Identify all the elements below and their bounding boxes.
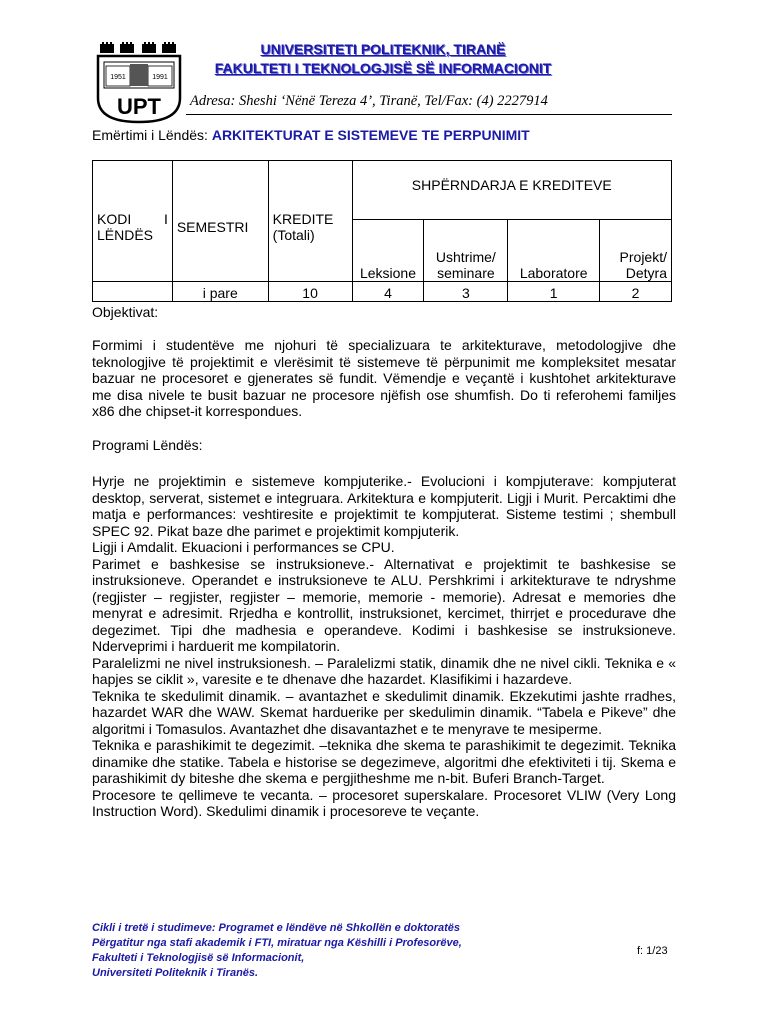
footer-line: Cikli i tretë i studimeve: Programet e lëndëve në Shkollën e doktoratës <box>92 922 461 934</box>
page-number: f: 1/23 <box>637 945 668 957</box>
programi-text <box>92 473 676 820</box>
programi-paragraph: Parimet e bashkesise se instruksioneve.- Alternativat e projektimit te bashkesise se instruksioneve. Operandet e instruksioneve te ALU. Pershkrimi i arkitekturave te ndryshme (regjister – regjister, regjister – memorie, memorie - memorie). Adresat e memories dhe menyrat e adresimit. Rrjedha e kontrollit, instruksionet, kercimet, thirrjet e procedurave dhe degezimet. Tipi dhe madhesia e operandeve. Kodimi i bashkesise se instruksioneve. Nderveprimi i harduerit me kompilatorin. <box>92 555 676 654</box>
header-titles <box>188 40 578 78</box>
header-leksione: Leksione <box>352 220 424 282</box>
ushtrime-line1: Ushtrime/ <box>435 249 496 265</box>
header-kodi <box>93 161 173 282</box>
programi-paragraph: Teknika e parashikimit te degezimit. –teknika dhe skema te parashikimit te degezimit. Teknika dinamike dhe statike. Tabela e historise se degezimeve, algoritmi dhe efektiviteti i tij. Skema e parashikimit dy biteshe dhe skema e pergjitheshme me n-bit. Buferi Branch-Target. <box>92 737 676 786</box>
semestri-label: SEMESTRI <box>176 219 249 235</box>
kredite-label: KREDITE <box>272 211 334 227</box>
cell-projekt: 2 <box>600 282 672 302</box>
header-kredite <box>268 161 352 282</box>
course-label: Emërtimi i Lëndës: <box>92 127 208 143</box>
projekt-line2: Detyra <box>625 265 667 281</box>
course-info-table <box>92 160 672 302</box>
programi-paragraph: Hyrje ne projektimin e sistemeve kompjuterike.- Evolucioni i kompjuterave: kompjuterat desktop, serverat, sistemet e integruara. Arkitektura e kompjuterit. Ligji i Murit. Percaktimi dhe matja e performances: veshtiresite e projektimit te kompjuterat. Sisteme testimi ; shembull SPEC 92. Pikat baze dhe parimet e projektimit kompjuterik. <box>92 473 676 539</box>
totali-label: (Totali) <box>272 227 315 243</box>
university-logo <box>96 40 182 124</box>
logo-year-left: 1951 <box>110 74 126 81</box>
cell-kodi <box>93 282 173 302</box>
logo-acronym: UPT <box>117 94 161 119</box>
logo-year-right: 1991 <box>152 74 168 81</box>
header-semestri <box>172 161 268 282</box>
address: Adresa: Sheshi ‘Nënë Tereza 4’, Tiranë, Tel/Fax: (4) 2227914 <box>190 93 548 109</box>
kodi-i: I <box>163 211 168 227</box>
objektivat-text: Formimi i studentëve me njohuri të specializuara te arkitekturave, metodologjive dhe teknologjive të projektimit e vlerësimit të sistemeve të përpunimit me kompleksitet mesatar bazuar ne procesoret e gjenerates së fundit. Vëmendje e veçantë i kushtohet arkitekturave me disa nivele te busit bazuar ne procesore njëfish ose shumfish. Do ti referohemi familjes x86 dhe chipset-it korrespondues. <box>92 337 676 419</box>
castle-towers-icon <box>100 42 176 53</box>
table-row <box>93 282 672 302</box>
header-ushtrime <box>424 220 508 282</box>
course-name: ARKITEKTURAT E SISTEMEVE TE PERPUNIMIT <box>211 127 530 143</box>
cell-kredite: 10 <box>268 282 352 302</box>
header-divider <box>186 114 672 115</box>
cell-ushtrime: 3 <box>424 282 508 302</box>
kodi-lendes: LËNDËS <box>97 227 154 243</box>
cell-semestri: i pare <box>172 282 268 302</box>
faculty-name: FAKULTETI I TEKNOLOGJISË SË INFORMACIONIT <box>214 60 552 76</box>
university-name: UNIVERSITETI POLITEKNIK, TIRANË <box>260 41 506 57</box>
footer-line: Fakulteti i Teknologjisë së Informacionit, <box>92 952 305 964</box>
cell-laboratore: 1 <box>508 282 600 302</box>
header-projekt <box>600 220 672 282</box>
ushtrime-line2: seminare <box>437 265 495 281</box>
objektivat-heading: Objektivat: <box>92 304 159 320</box>
programi-paragraph: Paralelizmi ne nivel instruksionesh. – Paralelizmi statik, dinamik dhe ne nivel cikli. Teknika e « hapjes se ciklit », varesite e te dhenave dhe hazardet. Klasifikimi i hazardeve. <box>92 654 676 687</box>
footer-line: Përgatitur nga stafi akademik i FTI, miratuar nga Këshilli i Profesorëve, <box>92 937 462 949</box>
course-title-line <box>92 127 530 143</box>
programi-paragraph: Procesore te qellimeve te vecanta. – procesoret superskalare. Procesoret VLIW (Very Long Instruction Word). Skedulimi dinamik i procesoreve te veçante. <box>92 786 676 819</box>
programi-heading: Programi Lëndës: <box>92 437 203 453</box>
programi-paragraph: Ligji i Amdalit. Ekuacioni i performances se CPU. <box>92 539 395 555</box>
programi-paragraph: Teknika te skedulimit dinamik. – avantazhet e skedulimit dinamik. Ekzekutimi jashte rradhes, hazardet WAR dhe WAW. Skemat harduerike per skedulimin dinamik. “Tabela e Pikeve” dhe algoritmi i Tomasulos. Avantazhet dhe disavantazhet e te menyrave te mesiperme. <box>92 687 676 737</box>
projekt-line1: Projekt/ <box>619 249 667 265</box>
footer-note <box>92 921 562 981</box>
header-shperndarja: SHPËRNDARJA E KREDITEVE <box>352 161 671 220</box>
header-laboratore: Laboratore <box>508 220 600 282</box>
cell-leksione: 4 <box>352 282 424 302</box>
footer-line: Universiteti Politeknik i Tiranës. <box>92 967 259 979</box>
kodi-word: KODI <box>97 211 132 227</box>
